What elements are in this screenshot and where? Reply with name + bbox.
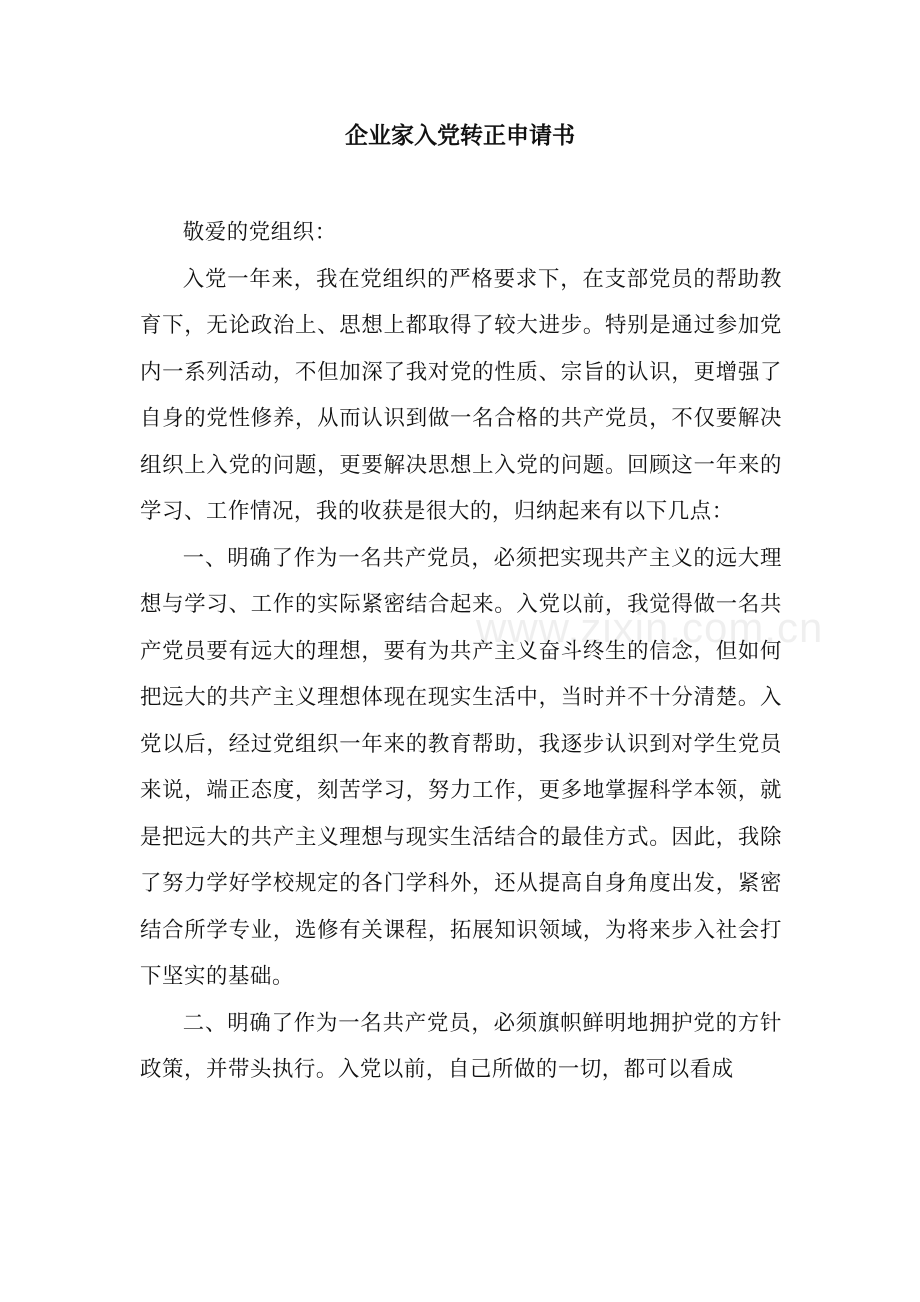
document-title: 企业家入党转正申请书 [345,122,575,149]
paragraph-point-one: 一、明确了作为一名共产党员，必须把实现共产主义的远大理想与学习、工作的实际紧密结合起来。入党以前，我觉得做一名共产党员要有远大的理想，要有为共产主义奋斗终生的信念，但如何把远大的共产主义理想体现在现实生活中，当时并不十分清楚。入党以后，经过党组织一年来的教育帮助，我逐步认识到对学生党员来说，端正态度，刻苦学习，努力工作，更多地掌握科学本领，就是把远大的共产主义理想与现实生活结合的最佳方式。因此，我除了努力学好学校规定的各门学科外，还从提高自身角度出发，紧密结合所学专业，选修有关课程，拓展知识领域，为将来步入社会打下坚实的基础。 [140,545,782,989]
salutation: 敬爱的党组织： [182,220,337,245]
paragraph-intro: 入党一年来，我在党组织的严格要求下，在支部党员的帮助教育下，无论政治上、思想上都取得了较大进步。特别是通过参加党内一系列活动，不但加深了我对党的性质、宗旨的认识，更增强了自身的党性修养，从而认识到做一名合格的共产党员，不仅要解决组织上入党的问题，更要解决思想上入党的问题。回顾这一年来的学习、工作情况，我的收获是很大的，归纳起来有以下几点： [140,266,782,524]
paragraph-point-two: 二、明确了作为一名共产党员，必须旗帜鲜明地拥护党的方针政策，并带头执行。入党以前，自己所做的一切，都可以看成 [140,1010,782,1082]
watermark: www.zixin.com.cn [476,604,824,651]
document-body [140,210,782,1094]
